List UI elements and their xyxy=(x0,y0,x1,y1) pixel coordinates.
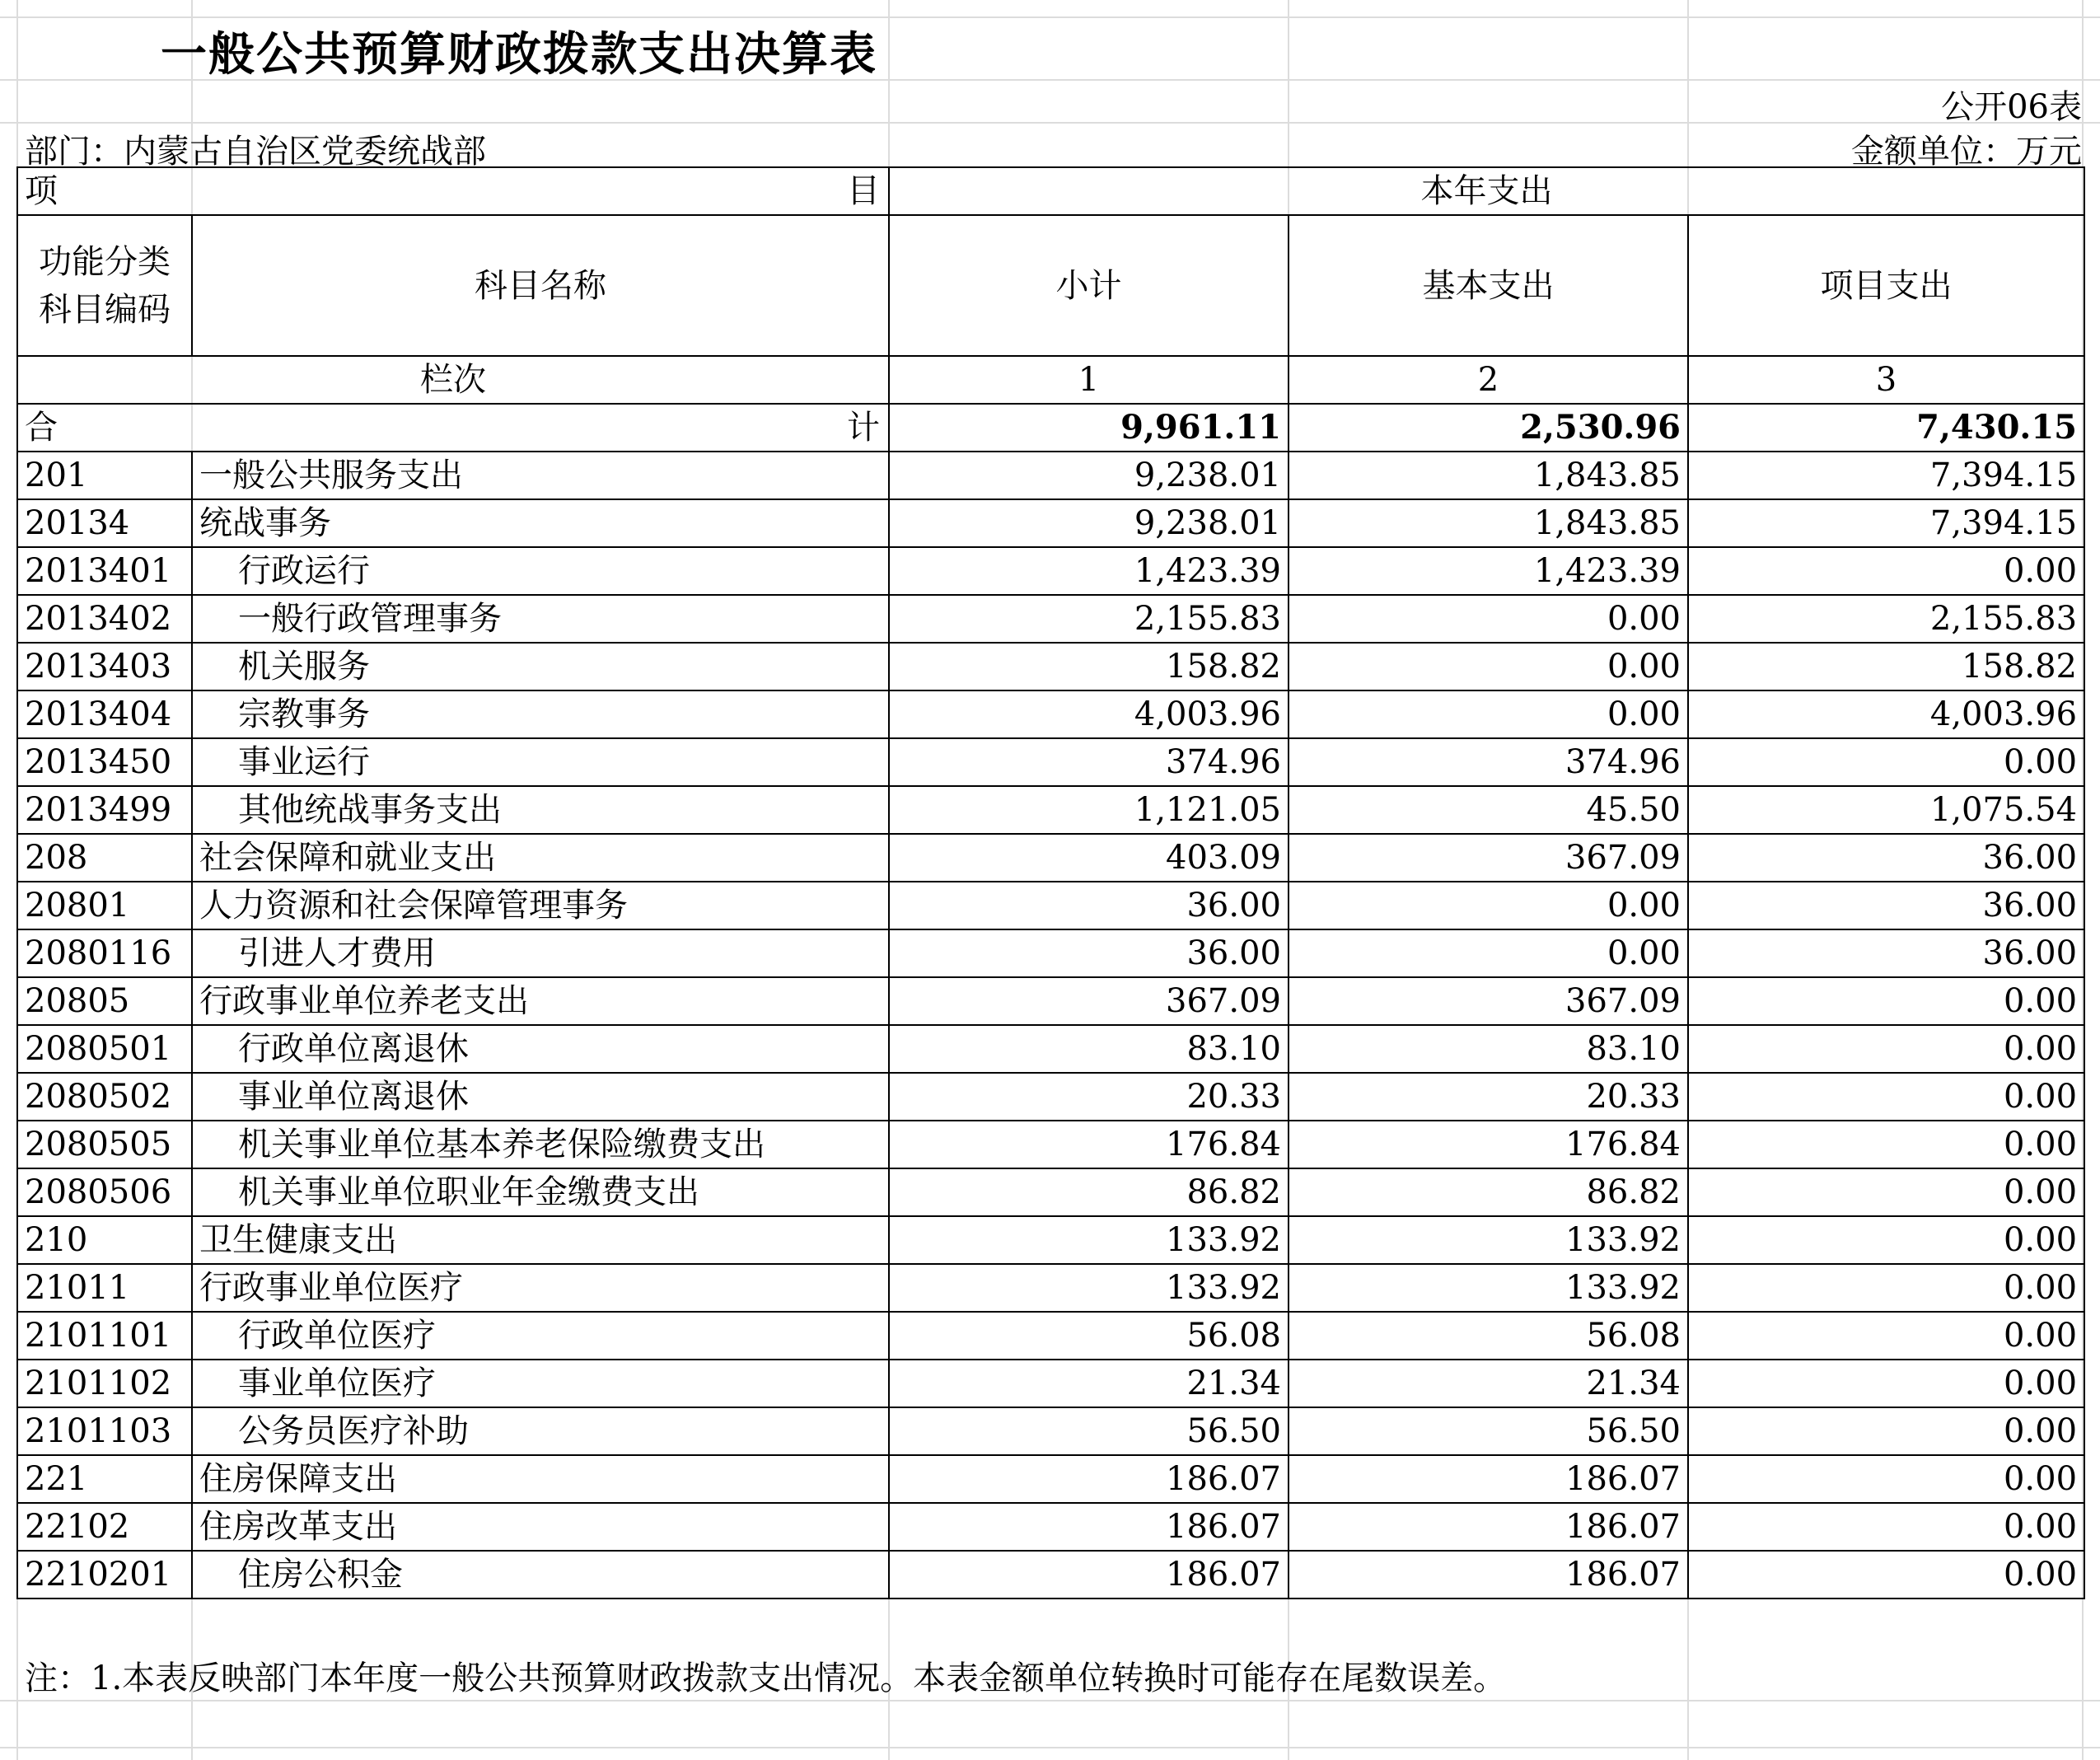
row-basic: 86.82 xyxy=(1289,1168,1688,1216)
row-subtotal: 56.08 xyxy=(889,1312,1289,1360)
table-row xyxy=(17,1551,2084,1599)
row-project: 36.00 xyxy=(1688,929,2084,977)
row-basic: 83.10 xyxy=(1289,1025,1688,1073)
row-basic: 0.00 xyxy=(1289,929,1688,977)
row-basic: 176.84 xyxy=(1289,1121,1688,1168)
total-row xyxy=(17,404,2084,452)
total-label-cell xyxy=(17,404,889,452)
row-subtotal: 9,238.01 xyxy=(889,452,1289,499)
row-basic: 186.07 xyxy=(1289,1551,1688,1599)
row-code: 2013450 xyxy=(17,738,192,786)
row-code: 201 xyxy=(17,452,192,499)
table-row xyxy=(17,643,2084,690)
row-subject-name: 事业单位医疗 xyxy=(192,1360,889,1407)
row-subject-name: 行政单位离退休 xyxy=(192,1025,889,1073)
table-row xyxy=(17,738,2084,786)
row-project: 0.00 xyxy=(1688,1216,2084,1264)
row-code: 2080502 xyxy=(17,1073,192,1121)
row-basic: 0.00 xyxy=(1289,690,1688,738)
row-subject-name: 一般公共服务支出 xyxy=(192,452,889,499)
table-row xyxy=(17,882,2084,929)
table-row xyxy=(17,1121,2084,1168)
row-project: 36.00 xyxy=(1688,882,2084,929)
total-label-left: 合 xyxy=(25,409,58,447)
row-subtotal: 86.82 xyxy=(889,1168,1289,1216)
row-project: 0.00 xyxy=(1688,1312,2084,1360)
row-subtotal: 4,003.96 xyxy=(889,690,1289,738)
item-header-left: 项 xyxy=(25,172,58,210)
row-project: 0.00 xyxy=(1688,1407,2084,1455)
row-subject-name: 行政事业单位医疗 xyxy=(192,1264,889,1312)
footnote: 注：1.本表反映部门本年度一般公共预算财政拨款支出情况。本表金额单位转换时可能存在尾数误差。 xyxy=(25,1659,1507,1697)
row-project: 0.00 xyxy=(1688,977,2084,1025)
row-subtotal: 186.07 xyxy=(889,1503,1289,1551)
table-row xyxy=(17,690,2084,738)
row-subject-name: 统战事务 xyxy=(192,499,889,547)
row-basic: 21.34 xyxy=(1289,1360,1688,1407)
row-project: 2,155.83 xyxy=(1688,595,2084,643)
subject-name-header: 科目名称 xyxy=(192,215,889,356)
table-row xyxy=(17,499,2084,547)
table-row xyxy=(17,1168,2084,1216)
row-subtotal: 1,423.39 xyxy=(889,547,1289,595)
row-code: 2080505 xyxy=(17,1121,192,1168)
column-number-1: 1 xyxy=(889,356,1289,404)
row-project: 4,003.96 xyxy=(1688,690,2084,738)
header-row-2 xyxy=(17,215,2084,356)
project-header: 项目支出 xyxy=(1688,215,2084,356)
column-number-3: 3 xyxy=(1688,356,2084,404)
table-row xyxy=(17,1360,2084,1407)
row-basic: 367.09 xyxy=(1289,977,1688,1025)
row-basic: 0.00 xyxy=(1289,595,1688,643)
row-basic: 1,843.85 xyxy=(1289,499,1688,547)
row-basic: 186.07 xyxy=(1289,1503,1688,1551)
row-basic: 133.92 xyxy=(1289,1216,1688,1264)
subtotal-header: 小计 xyxy=(889,215,1289,356)
row-subtotal: 158.82 xyxy=(889,643,1289,690)
row-code: 2080116 xyxy=(17,929,192,977)
row-subject-name: 其他统战事务支出 xyxy=(192,786,889,834)
row-subject-name: 社会保障和就业支出 xyxy=(192,834,889,882)
row-code: 2080506 xyxy=(17,1168,192,1216)
row-subtotal: 36.00 xyxy=(889,882,1289,929)
row-subject-name: 一般行政管理事务 xyxy=(192,595,889,643)
row-basic: 0.00 xyxy=(1289,643,1688,690)
row-code: 208 xyxy=(17,834,192,882)
table-row xyxy=(17,1216,2084,1264)
year-expense-header: 本年支出 xyxy=(889,167,2084,215)
row-subject-name: 行政事业单位养老支出 xyxy=(192,977,889,1025)
table-row xyxy=(17,1407,2084,1455)
table-row xyxy=(17,929,2084,977)
total-label-right: 计 xyxy=(847,409,880,447)
row-project: 7,394.15 xyxy=(1688,452,2084,499)
row-code: 2080501 xyxy=(17,1025,192,1073)
row-subject-name: 事业单位离退休 xyxy=(192,1073,889,1121)
row-subtotal: 1,121.05 xyxy=(889,786,1289,834)
row-code: 20805 xyxy=(17,977,192,1025)
table-row xyxy=(17,452,2084,499)
row-basic: 45.50 xyxy=(1289,786,1688,834)
form-number: 公开06表 xyxy=(1941,88,2082,126)
row-basic: 133.92 xyxy=(1289,1264,1688,1312)
row-subtotal: 83.10 xyxy=(889,1025,1289,1073)
row-code: 2013404 xyxy=(17,690,192,738)
item-header-right: 目 xyxy=(847,172,880,210)
column-number-2: 2 xyxy=(1289,356,1688,404)
table-row xyxy=(17,1312,2084,1360)
row-basic: 367.09 xyxy=(1289,834,1688,882)
row-subtotal: 186.07 xyxy=(889,1455,1289,1503)
row-subject-name: 住房改革支出 xyxy=(192,1503,889,1551)
row-subject-name: 机关事业单位基本养老保险缴费支出 xyxy=(192,1121,889,1168)
total-subtotal: 9,961.11 xyxy=(889,404,1289,452)
table-row xyxy=(17,1503,2084,1551)
row-project: 0.00 xyxy=(1688,1551,2084,1599)
row-subject-name: 住房保障支出 xyxy=(192,1455,889,1503)
row-subtotal: 367.09 xyxy=(889,977,1289,1025)
row-subject-name: 机关事业单位职业年金缴费支出 xyxy=(192,1168,889,1216)
row-subtotal: 9,238.01 xyxy=(889,499,1289,547)
row-subtotal: 20.33 xyxy=(889,1073,1289,1121)
row-code: 210 xyxy=(17,1216,192,1264)
row-code: 2101103 xyxy=(17,1407,192,1455)
table-row xyxy=(17,595,2084,643)
row-subtotal: 21.34 xyxy=(889,1360,1289,1407)
row-subject-name: 住房公积金 xyxy=(192,1551,889,1599)
row-basic: 374.96 xyxy=(1289,738,1688,786)
row-code: 2101102 xyxy=(17,1360,192,1407)
row-code: 22102 xyxy=(17,1503,192,1551)
row-basic: 0.00 xyxy=(1289,882,1688,929)
row-subject-name: 人力资源和社会保障管理事务 xyxy=(192,882,889,929)
row-project: 0.00 xyxy=(1688,1168,2084,1216)
row-subject-name: 事业运行 xyxy=(192,738,889,786)
row-subject-name: 行政单位医疗 xyxy=(192,1312,889,1360)
table-row xyxy=(17,977,2084,1025)
code-header xyxy=(17,215,192,356)
row-project: 0.00 xyxy=(1688,1360,2084,1407)
row-code: 2013402 xyxy=(17,595,192,643)
table-row xyxy=(17,1073,2084,1121)
row-basic: 56.50 xyxy=(1289,1407,1688,1455)
row-code: 221 xyxy=(17,1455,192,1503)
column-order-label: 栏次 xyxy=(17,356,889,404)
department-label: 部门：内蒙古自治区党委统战部 xyxy=(25,133,486,171)
expense-table xyxy=(16,166,2085,1599)
table-row xyxy=(17,786,2084,834)
row-project: 1,075.54 xyxy=(1688,786,2084,834)
basic-header: 基本支出 xyxy=(1289,215,1688,356)
row-basic: 20.33 xyxy=(1289,1073,1688,1121)
row-code: 2013499 xyxy=(17,786,192,834)
table-row xyxy=(17,1264,2084,1312)
row-code: 2013401 xyxy=(17,547,192,595)
row-basic: 1,423.39 xyxy=(1289,547,1688,595)
table-row xyxy=(17,834,2084,882)
row-subtotal: 133.92 xyxy=(889,1264,1289,1312)
row-subtotal: 403.09 xyxy=(889,834,1289,882)
row-subject-name: 机关服务 xyxy=(192,643,889,690)
row-basic: 1,843.85 xyxy=(1289,452,1688,499)
row-code: 2210201 xyxy=(17,1551,192,1599)
unit-label: 金额单位：万元 xyxy=(1851,133,2082,171)
row-subtotal: 374.96 xyxy=(889,738,1289,786)
code-header-line1: 功能分类 xyxy=(39,242,171,281)
row-basic: 186.07 xyxy=(1289,1455,1688,1503)
row-code: 20134 xyxy=(17,499,192,547)
row-project: 0.00 xyxy=(1688,1025,2084,1073)
table-row xyxy=(17,547,2084,595)
row-code: 2101101 xyxy=(17,1312,192,1360)
row-project: 0.00 xyxy=(1688,1503,2084,1551)
total-basic: 2,530.96 xyxy=(1289,404,1688,452)
row-project: 36.00 xyxy=(1688,834,2084,882)
table-row xyxy=(17,1455,2084,1503)
code-header-line2: 科目编码 xyxy=(39,290,171,329)
table-row xyxy=(17,1025,2084,1073)
row-subtotal: 56.50 xyxy=(889,1407,1289,1455)
row-project: 0.00 xyxy=(1688,1121,2084,1168)
row-project: 158.82 xyxy=(1688,643,2084,690)
page-title: 一般公共预算财政拨款支出决算表 xyxy=(161,28,877,82)
row-subtotal: 176.84 xyxy=(889,1121,1289,1168)
row-subtotal: 2,155.83 xyxy=(889,595,1289,643)
row-code: 20801 xyxy=(17,882,192,929)
row-subject-name: 行政运行 xyxy=(192,547,889,595)
row-subtotal: 36.00 xyxy=(889,929,1289,977)
row-subject-name: 公务员医疗补助 xyxy=(192,1407,889,1455)
row-project: 0.00 xyxy=(1688,1455,2084,1503)
row-basic: 56.08 xyxy=(1289,1312,1688,1360)
row-project: 7,394.15 xyxy=(1688,499,2084,547)
row-project: 0.00 xyxy=(1688,1264,2084,1312)
row-subject-name: 宗教事务 xyxy=(192,690,889,738)
total-project: 7,430.15 xyxy=(1688,404,2084,452)
row-project: 0.00 xyxy=(1688,1073,2084,1121)
row-code: 21011 xyxy=(17,1264,192,1312)
row-subtotal: 186.07 xyxy=(889,1551,1289,1599)
row-subject-name: 引进人才费用 xyxy=(192,929,889,977)
header-row-1 xyxy=(17,167,2084,215)
row-subtotal: 133.92 xyxy=(889,1216,1289,1264)
row-code: 2013403 xyxy=(17,643,192,690)
item-header-cell xyxy=(17,167,889,215)
column-order-row xyxy=(17,356,2084,404)
row-project: 0.00 xyxy=(1688,738,2084,786)
row-project: 0.00 xyxy=(1688,547,2084,595)
row-subject-name: 卫生健康支出 xyxy=(192,1216,889,1264)
